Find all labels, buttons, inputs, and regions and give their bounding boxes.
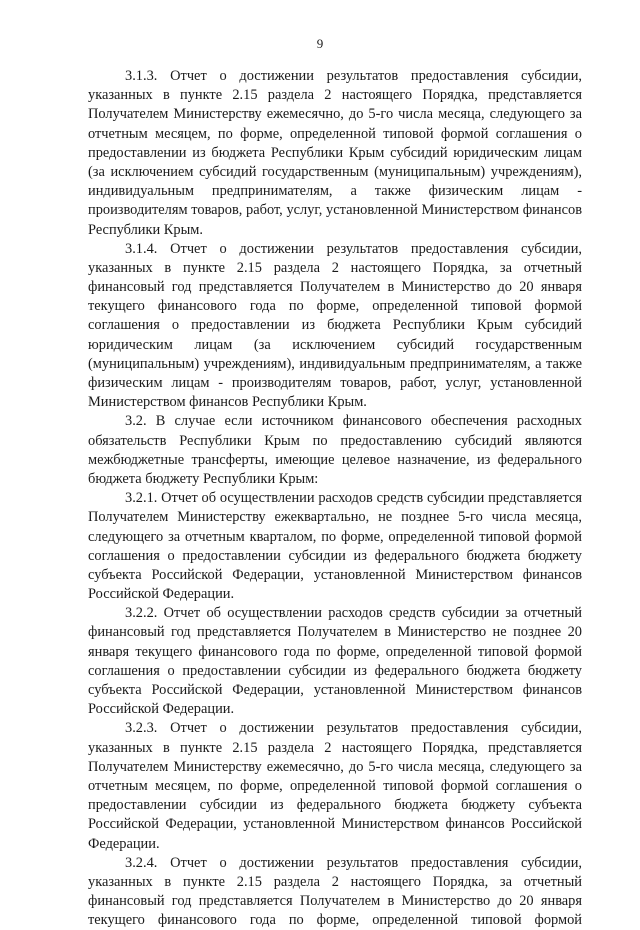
paragraph-3-2-1: 3.2.1. Отчет об осуществлении расходов средств субсидии представляется Получателем Министерству ежеквартально, не позднее 5-го числа месяца, следующего за отчетным кварталом, по форме, определенной типовой формой соглашения о предоставлении субсидии из федерального бюджета бюджету субъекта Российской Федерации, установленной Министерством финансов Российской Федерации. <box>88 490 582 603</box>
paragraph-3-1-4: 3.1.4. Отчет о достижении результатов предоставления субсидии, указанных в пункте 2.15 раздела 2 настоящего Порядка, за отчетный финансовый год представляется Получателем в Министерство до 20 января текущего финансового года по форме, определенной типовой формой соглашения о предоставлении из бюджета Республики Крым субсидий юридическим лицам (за исключением субсидий государственным (муниципальным) учреждениям), индивидуальным предпринимателям, а также физическим лицам - производителям товаров, работ, услуг, установленной Министерством финансов Республики Крым. <box>88 240 582 411</box>
paragraph-3-1-3: 3.1.3. Отчет о достижении результатов предоставления субсидии, указанных в пункте 2.15 раздела 2 настоящего Порядка, представляется Получателем Министерству ежемесячно, до 5-го числа месяца, следующего за отчетным месяцем, по форме, определенной типовой формой соглашения о предоставлении из бюджета Республики Крым субсидий юридическим лицам (за исключением субсидий государственным (муниципальным) учреждениям), индивидуальным предпринимателям, а также физическим лицам - производителям товаров, работ, услуг, установленной Министерством финансов Республики Крым. <box>88 68 582 238</box>
paragraph-3-2-2: 3.2.2. Отчет об осуществлении расходов средств субсидии за отчетный финансовый год представляется Получателем в Министерство не позднее 20 января текущего финансового года по форме, определенной типовой формой соглашения о предоставлении субсидии из федерального бюджета бюджету субъекта Российской Федерации, установленной Министерством финансов Российской Федерации. <box>88 605 582 718</box>
paragraph-3-2: 3.2. В случае если источником финансового обеспечения расходных обязательств Республики Крым по предоставлению субсидий являются межбюджетные трансферты, имеющие целевое назначение, из федерального бюджета бюджету Республики Крым: <box>88 413 582 487</box>
paragraph-3-2-4: 3.2.4. Отчет о достижении результатов предоставления субсидии, указанных в пункте 2.15 раздела 2 настоящего Порядка, за отчетный финансовый год представляется Получателем в Министерство до 20 января текущего финансового года по форме, определенной типовой формой <box>88 854 582 929</box>
paragraph-3-2-3: 3.2.3. Отчет о достижении результатов предоставления субсидии, указанных в пункте 2.15 раздела 2 настоящего Порядка, представляется Получателем Министерству ежемесячно, до 5-го числа месяца, следующего за отчетным месяцем, по форме, определенной типовой формой соглашения о предоставлении субсидии из федерального бюджета бюджету субъекта Российской Федерации, установленной Министерством финансов Российской Федерации. <box>88 720 582 852</box>
page-number: 9 <box>316 36 324 51</box>
document-body <box>88 67 582 930</box>
